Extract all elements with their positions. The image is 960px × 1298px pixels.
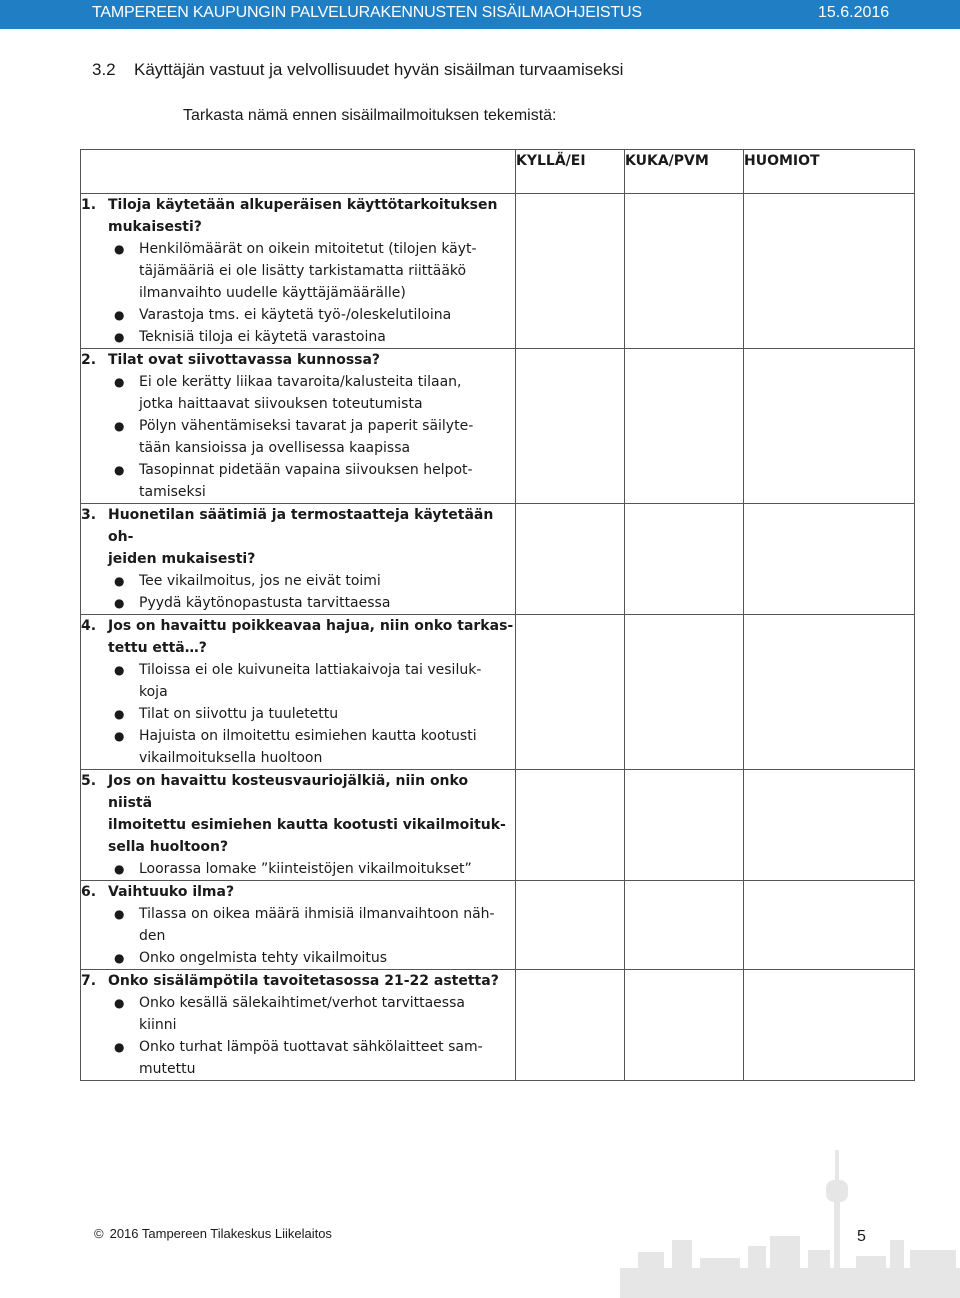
answer-cell-notes[interactable] (744, 615, 915, 770)
question-heading (81, 970, 515, 992)
bullet-icon: ● (114, 463, 125, 477)
item-line: kiinni (139, 1017, 177, 1033)
section-number: 3.2 (92, 60, 116, 79)
item-line: Ei ole kerätty liikaa tavaroita/kalusteita tilaan, (139, 374, 462, 390)
bullet-icon: ● (114, 242, 125, 256)
column-header-notes: HUOMIOT (744, 150, 915, 194)
question-number: 1. (81, 197, 97, 213)
item-line: Tasopinnat pidetään vapaina siivouksen helpot- (139, 462, 473, 478)
item-line: Tilassa on oikea määrä ihmisiä ilmanvaihtoon näh- (139, 906, 495, 922)
checklist-items (81, 992, 515, 1080)
section-heading (92, 60, 623, 80)
bullet-icon: ● (114, 596, 125, 610)
item-line: Onko kesällä sälekaihtimet/verhot tarvittaessa (139, 995, 465, 1011)
answer-cell-who-date[interactable] (625, 349, 744, 504)
answer-cell-yes-no[interactable] (516, 970, 625, 1081)
item-line: Hajuista on ilmoitettu esimiehen kautta kootusti (139, 728, 477, 744)
question-line: mukaisesti? (108, 219, 202, 235)
table-row (81, 770, 915, 881)
answer-cell-who-date[interactable] (625, 881, 744, 970)
copyright-icon: © (94, 1226, 104, 1241)
list-item (114, 592, 515, 614)
footer-text: 2016 Tampereen Tilakeskus Liikelaitos (109, 1226, 332, 1241)
item-line: Tee vikailmoitus, jos ne eivät toimi (139, 573, 381, 589)
item-line: tamiseksi (139, 484, 206, 500)
question-cell (81, 615, 516, 770)
question-number: 7. (81, 973, 97, 989)
question-cell (81, 770, 516, 881)
bullet-icon: ● (114, 707, 125, 721)
question-heading (81, 504, 515, 570)
answer-cell-who-date[interactable] (625, 970, 744, 1081)
question-line: Tiloja käytetään alkuperäisen käyttötarkoituksen (108, 197, 498, 213)
answer-cell-yes-no[interactable] (516, 504, 625, 615)
header-date: 15.6.2016 (818, 4, 890, 21)
table-row (81, 615, 915, 770)
item-line: Tilat on siivottu ja tuuletettu (139, 706, 339, 722)
question-line: jeiden mukaisesti? (108, 551, 256, 567)
answer-cell-who-date[interactable] (625, 504, 744, 615)
list-item (114, 326, 515, 348)
question-line: Jos on havaittu kosteusvauriojälkiä, niin onko niistä (108, 773, 469, 811)
item-line: tään kansioissa ja ovellisessa kaapissa (139, 440, 411, 456)
question-line: Onko sisälämpötila tavoitetasossa 21-22 astetta? (108, 973, 499, 989)
list-item (114, 304, 515, 326)
answer-cell-yes-no[interactable] (516, 615, 625, 770)
answer-cell-notes[interactable] (744, 881, 915, 970)
answer-cell-who-date[interactable] (625, 615, 744, 770)
item-line: Pyydä käytönopastusta tarvittaessa (139, 595, 391, 611)
table-row (81, 970, 915, 1081)
answer-cell-yes-no[interactable] (516, 194, 625, 349)
question-line: Jos on havaittu poikkeavaa hajua, niin onko tarkas- (108, 618, 514, 634)
answer-cell-who-date[interactable] (625, 194, 744, 349)
answer-cell-who-date[interactable] (625, 770, 744, 881)
column-header-yes-no: KYLLÄ/EI (516, 150, 625, 194)
question-cell (81, 504, 516, 615)
checklist-items (81, 659, 515, 769)
list-item (114, 992, 515, 1036)
list-item (114, 947, 515, 969)
question-number: 5. (81, 773, 97, 789)
question-line: ilmoitettu esimiehen kautta kootusti vikailmoituk- (108, 817, 506, 833)
question-number: 2. (81, 352, 97, 368)
question-heading (81, 615, 515, 659)
checklist-table (80, 149, 915, 1081)
table-row (81, 194, 915, 349)
item-line: mutettu (139, 1061, 196, 1077)
bullet-icon: ● (114, 419, 125, 433)
item-line: Henkilömäärät on oikein mitoitetut (tilojen käyt- (139, 241, 477, 257)
header-blank-cell (81, 150, 516, 194)
item-line: vikailmoituksella huoltoon (139, 750, 323, 766)
list-item (114, 858, 515, 880)
tampere-skyline-watermark (620, 1140, 960, 1298)
list-item (114, 238, 515, 304)
checklist-items (81, 371, 515, 503)
bullet-icon: ● (114, 375, 125, 389)
bullet-icon: ● (114, 308, 125, 322)
item-line: Tiloissa ei ole kuivuneita lattiakaivoja tai vesiluk- (139, 662, 482, 678)
page-header (0, 0, 960, 29)
bullet-icon: ● (114, 907, 125, 921)
bullet-icon: ● (114, 729, 125, 743)
question-line: Vaihtuuko ilma? (108, 884, 235, 900)
question-heading (81, 349, 515, 371)
page-number: 5 (857, 1228, 866, 1245)
list-item (114, 1036, 515, 1080)
item-line: den (139, 928, 166, 944)
answer-cell-yes-no[interactable] (516, 349, 625, 504)
question-number: 3. (81, 507, 97, 523)
header-title: TAMPEREEN KAUPUNGIN PALVELURAKENNUSTEN SISÄILMAOHJEISTUS (92, 4, 642, 21)
question-heading (81, 770, 515, 858)
bullet-icon: ● (114, 862, 125, 876)
bullet-icon: ● (114, 663, 125, 677)
item-line: Onko ongelmista tehty vikailmoitus (139, 950, 388, 966)
item-line: jotka haittaavat siivouksen toteutumista (139, 396, 423, 412)
question-line: Huonetilan säätimiä ja termostaatteja käytetään oh- (108, 507, 494, 545)
section-title: Käyttäjän vastuut ja velvollisuudet hyvän sisäilman turvaamiseksi (134, 60, 624, 79)
question-line: Tilat ovat siivottavassa kunnossa? (108, 352, 381, 368)
item-line: täjämääriä ei ole lisätty tarkistamatta riittääkö (139, 263, 467, 279)
question-cell (81, 194, 516, 349)
checklist-items (81, 570, 515, 614)
question-heading (81, 881, 515, 903)
list-item (114, 371, 515, 415)
answer-cell-notes[interactable] (744, 349, 915, 504)
question-cell (81, 881, 516, 970)
list-item (114, 570, 515, 592)
bullet-icon: ● (114, 1040, 125, 1054)
bullet-icon: ● (114, 951, 125, 965)
item-line: Varastoja tms. ei käytetä työ-/oleskelutiloina (139, 307, 452, 323)
checklist-items (81, 903, 515, 969)
list-item (114, 725, 515, 769)
answer-cell-notes[interactable] (744, 770, 915, 881)
item-line: ilmanvaihto uudelle käyttäjämäärälle) (139, 285, 406, 301)
answer-cell-yes-no[interactable] (516, 770, 625, 881)
answer-cell-notes[interactable] (744, 970, 915, 1081)
question-number: 4. (81, 618, 97, 634)
bullet-icon: ● (114, 574, 125, 588)
checklist-items (81, 858, 515, 880)
checklist-items (81, 238, 515, 348)
answer-cell-notes[interactable] (744, 194, 915, 349)
item-line: Teknisiä tiloja ei käytetä varastoina (139, 329, 386, 345)
question-heading (81, 194, 515, 238)
table-row (81, 504, 915, 615)
bullet-icon: ● (114, 996, 125, 1010)
answer-cell-yes-no[interactable] (516, 881, 625, 970)
item-line: Onko turhat lämpöä tuottavat sähkölaitteet sam- (139, 1039, 483, 1055)
list-item (114, 659, 515, 703)
column-header-who-date: KUKA/PVM (625, 150, 744, 194)
instruction-text: Tarkasta nämä ennen sisäilmailmoituksen tekemistä: (183, 107, 557, 124)
list-item (114, 415, 515, 459)
list-item (114, 459, 515, 503)
list-item (114, 903, 515, 947)
page-footer (94, 1226, 332, 1241)
question-line: sella huoltoon? (108, 839, 229, 855)
question-number: 6. (81, 884, 97, 900)
answer-cell-notes[interactable] (744, 504, 915, 615)
question-cell (81, 349, 516, 504)
table-header-row (81, 150, 915, 194)
table-row (81, 349, 915, 504)
table-row (81, 881, 915, 970)
item-line: Loorassa lomake ”kiinteistöjen vikailmoitukset” (139, 861, 472, 877)
bullet-icon: ● (114, 330, 125, 344)
question-line: tettu että…? (108, 640, 207, 656)
item-line: koja (139, 684, 168, 700)
item-line: Pölyn vähentämiseksi tavarat ja paperit säilyte- (139, 418, 474, 434)
list-item (114, 703, 515, 725)
question-cell (81, 970, 516, 1081)
